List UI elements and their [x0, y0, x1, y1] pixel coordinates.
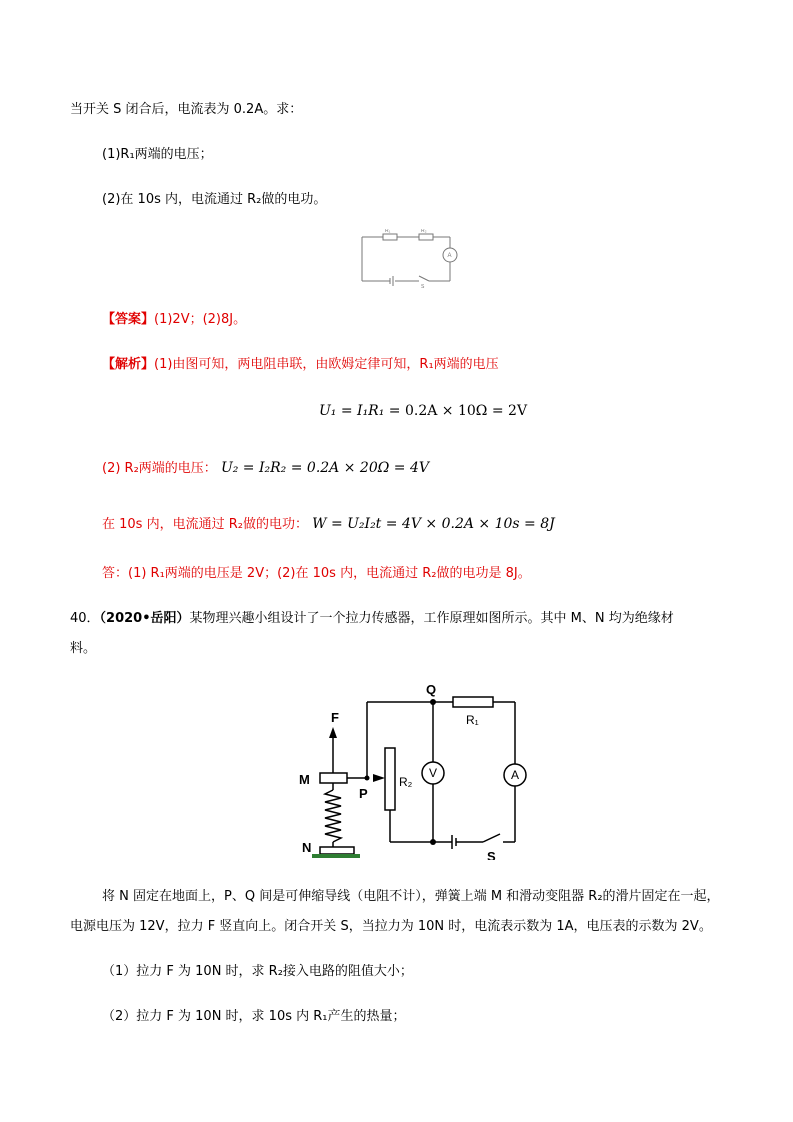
description-line2: 电源电压为 12V，拉力 F 竖直向上。闭合开关 S，当拉力为 10N 时，电流表示数为 1A，电压表的示数为 2V。	[70, 919, 712, 934]
label-ammeter: A	[447, 253, 452, 259]
slider-contact-arrow-icon	[373, 774, 385, 782]
label-r2: R₂	[421, 229, 427, 234]
switch-symbol	[483, 834, 500, 842]
resistor-r1	[453, 697, 493, 707]
label-p: P	[359, 786, 368, 801]
part3-label: 在 10s 内，电流通过 R₂做的电功：	[102, 517, 308, 532]
problem-number: 40．	[70, 611, 100, 626]
equation-u2: U₂ = I₂R₂ = 0.2A × 20Ω = 4V	[220, 460, 429, 476]
ground	[312, 854, 360, 858]
tension-sensor-diagram	[295, 680, 545, 860]
label-n: N	[302, 840, 312, 855]
slider-block-m	[320, 773, 347, 783]
question-1: (1)R₁两端的电压；	[102, 147, 213, 162]
spring	[325, 790, 341, 842]
problem-text: 某物理兴趣小组设计了一个拉力传感器，工作原理如图所示。其中 M、N 均为绝缘材	[189, 611, 674, 626]
series-circuit-diagram	[357, 229, 467, 289]
problem-40-line2: 料。	[70, 641, 97, 656]
problem-source: （2020•岳阳）	[99, 611, 190, 626]
equation-u1-lhs: U₁ = I₁R₁	[319, 403, 385, 419]
label-switch: S	[421, 284, 425, 289]
equation-work: W = U₂I₂t = 4V × 0.2A × 10s = 8J	[312, 516, 555, 532]
intro-text: 当开关 S 闭合后，电流表为 0.2A。求：	[70, 102, 303, 117]
label-ammeter: A	[511, 768, 520, 782]
sub-question-2: （2）拉力 F 为 10N 时，求 10s 内 R₁产生的热量；	[102, 1009, 406, 1024]
label-r2: R₂	[399, 775, 413, 789]
analysis-tag: 【解析】	[102, 357, 155, 372]
description-line1: 将 N 固定在地面上，P、Q 间是可伸缩导线（电阻不计），弹簧上端 M 和滑动变阻器 R₂的滑片固定在一起，	[102, 889, 720, 904]
sub-question-1: （1）拉力 F 为 10N 时，求 R₂接入电路的阻值大小；	[102, 964, 413, 979]
conclusion-line: 答：(1) R₁两端的电压是 2V；(2)在 10s 内，电流通过 R₂做的电功是 8J。	[102, 566, 531, 581]
answer-line	[102, 311, 246, 329]
base-block-n	[320, 847, 354, 854]
part2-line	[102, 459, 429, 478]
label-q: Q	[426, 682, 437, 697]
label-m: M	[299, 772, 310, 787]
switch-symbol	[419, 276, 429, 281]
analysis-text: (1)由图可知，两电阻串联，由欧姆定律可知，R₁两端的电压	[154, 357, 499, 372]
label-r1: R₁	[466, 713, 479, 727]
part2-label: (2) R₂两端的电压：	[102, 461, 217, 476]
label-f: F	[331, 710, 339, 725]
resistor-r1	[383, 234, 397, 240]
label-s: S	[487, 849, 496, 860]
answer-tag: 【答案】	[102, 312, 155, 327]
analysis-line	[102, 356, 499, 374]
part3-line	[102, 515, 555, 534]
equation-u1	[319, 402, 527, 420]
equation-u1-rhs: = 0.2A × 10Ω = 2V	[388, 403, 528, 419]
label-r1: R₁	[385, 229, 391, 234]
problem-40-line1	[70, 610, 674, 628]
rheostat-r2	[385, 748, 395, 810]
force-arrow-icon	[329, 727, 337, 738]
answer-text: (1)2V；(2)8J。	[154, 312, 247, 327]
label-voltmeter: V	[429, 766, 438, 780]
question-2: (2)在 10s 内，电流通过 R₂做的电功。	[102, 192, 327, 207]
resistor-r2	[419, 234, 433, 240]
